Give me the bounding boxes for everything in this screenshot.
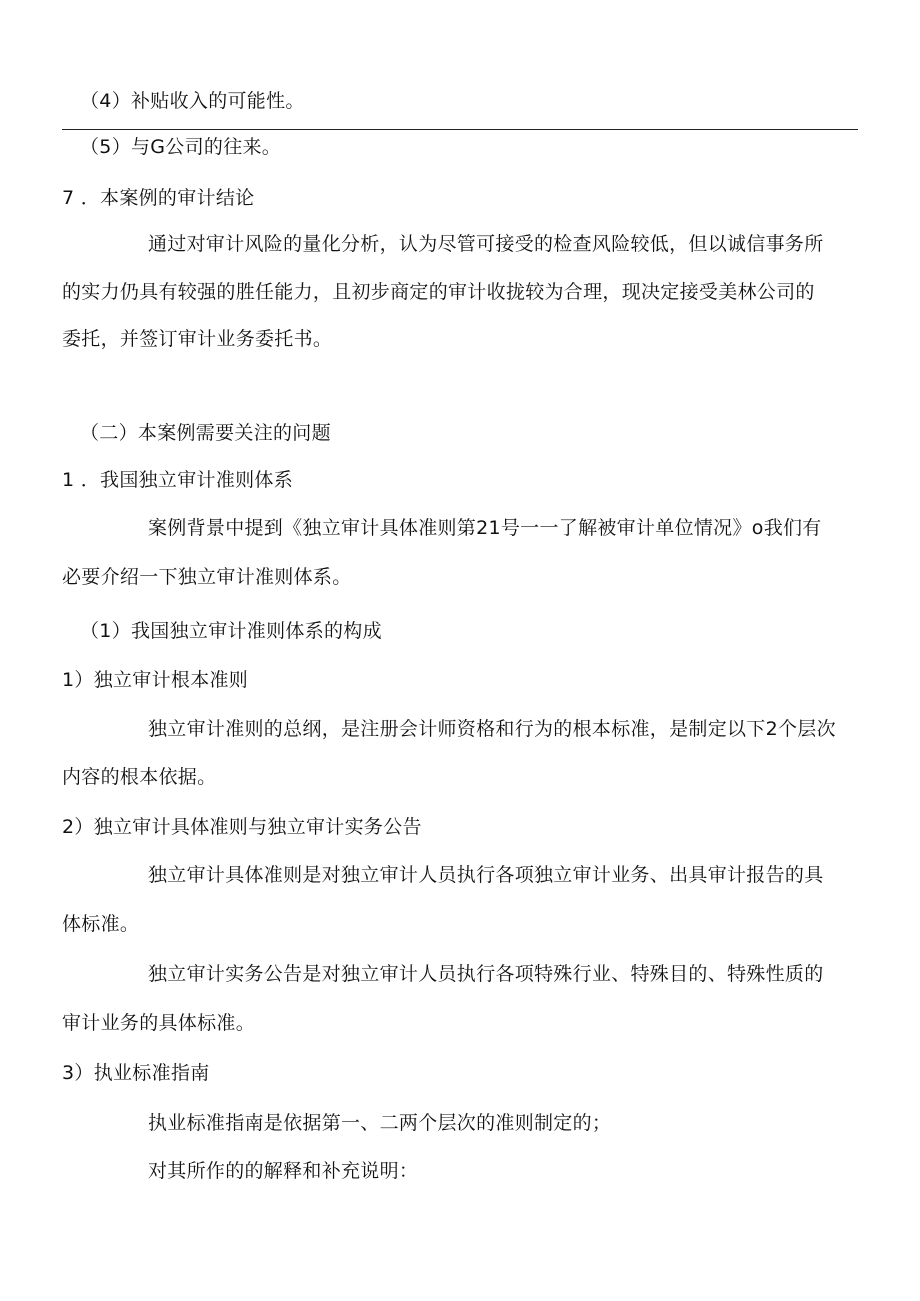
list-item-4: （4）补贴收入的可能性。 (80, 90, 305, 112)
horizontal-rule (62, 129, 858, 130)
point-2-paragraph-2-line-2: 审计业务的具体标准。 (62, 1012, 256, 1034)
section-7-paragraph-line-1: 通过对审计风险的量化分析，认为尽管可接受的检查风险较低，但以诚信事务所 (148, 233, 824, 255)
question-1-paragraph-line-2: 必要介绍一下独立审计准则体系。 (62, 566, 352, 588)
point-1-paragraph-line-2: 内容的根本依据。 (62, 766, 217, 788)
part-2-heading: （二）本案例需要关注的问题 (80, 422, 331, 444)
question-1-heading: 1 ．我国独立审计准则体系 (62, 469, 294, 491)
point-1-paragraph-line-1: 独立审计准则的总纲，是注册会计师资格和行为的根本标准，是制定以下2个层次 (148, 718, 836, 740)
section-7-paragraph-line-3: 委托，并签订审计业务委托书。 (62, 328, 333, 350)
point-2-paragraph-1-line-1: 独立审计具体准则是对独立审计人员执行各项独立审计业务、出具审计报告的具 (148, 864, 824, 886)
point-2-paragraph-1-line-2: 体标准。 (62, 913, 140, 935)
section-7-heading: 7 ．本案例的审计结论 (62, 187, 255, 209)
point-3-paragraph-2: 对其所作的的解释和补充说明： (148, 1160, 419, 1182)
point-3-heading: 3）执业标准指南 (62, 1062, 210, 1084)
section-7-paragraph-line-2: 的实力仍具有较强的胜任能力，且初步商定的审计收拢较为合理，现决定接受美林公司的 (62, 281, 815, 303)
subsection-1-heading: （1）我国独立审计准则体系的构成 (80, 620, 382, 642)
list-item-5: （5）与G公司的往来。 (80, 136, 282, 158)
question-1-paragraph-line-1: 案例背景中提到《独立审计具体准则第21号一一了解被审计单位情况》o我们有 (148, 517, 822, 539)
point-2-heading: 2）独立审计具体准则与独立审计实务公告 (62, 816, 422, 838)
point-1-heading: 1）独立审计根本准则 (62, 669, 249, 691)
point-2-paragraph-2-line-1: 独立审计实务公告是对独立审计人员执行各项特殊行业、特殊目的、特殊性质的 (148, 963, 824, 985)
point-3-paragraph-1: 执业标准指南是依据第一、二两个层次的准则制定的； (148, 1112, 612, 1134)
